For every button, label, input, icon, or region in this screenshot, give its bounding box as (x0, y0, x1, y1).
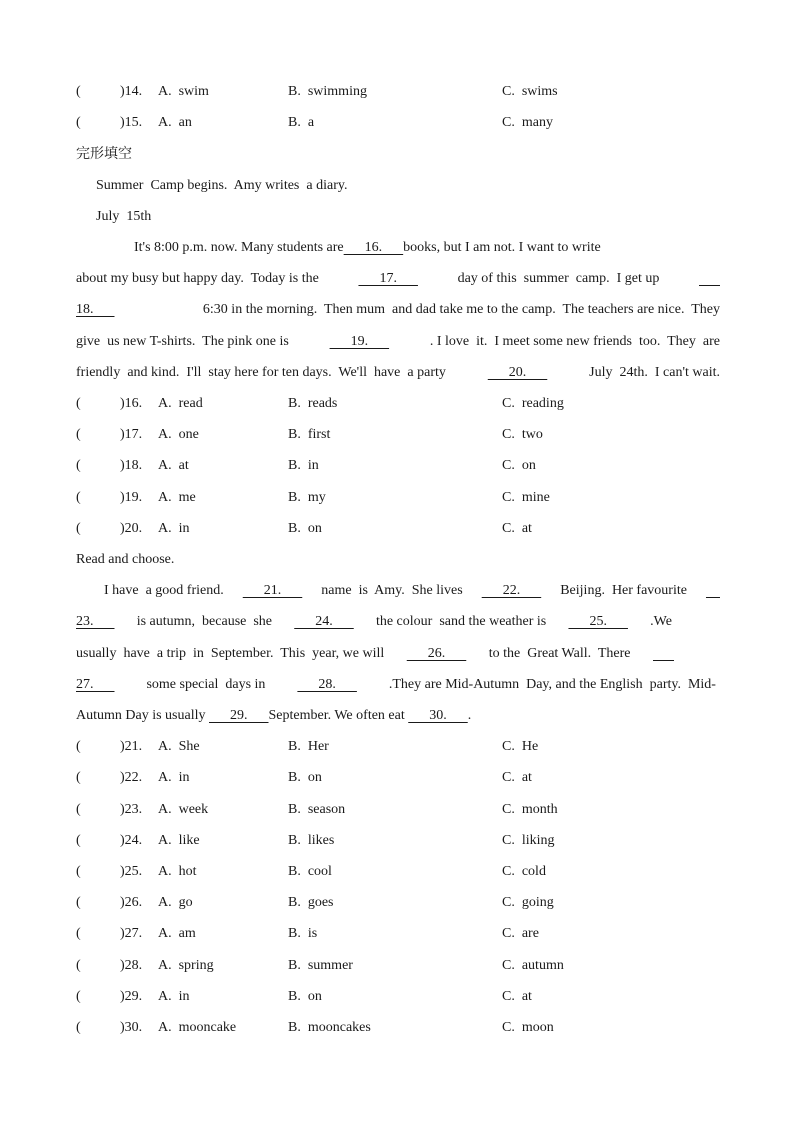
option-a: A. spring (158, 958, 214, 973)
question-number: )26. (120, 895, 143, 910)
passage2-line-4: 27. some special days in 28. .They are Mid-Autumn Day, and the English party. Mid- (76, 675, 716, 695)
question-number: )20. (120, 521, 143, 536)
question-number: )21. (120, 739, 143, 754)
option-b: B. in (288, 458, 319, 473)
answer-bracket[interactable]: ( (76, 490, 81, 505)
blank-27[interactable]: 27. (76, 677, 115, 692)
option-a: A. me (158, 490, 196, 505)
blank-19[interactable]: 19. (329, 334, 390, 349)
section-title-read-and-choose: Read and choose. (76, 552, 175, 567)
answer-bracket[interactable]: ( (76, 396, 81, 411)
answer-bracket[interactable]: ( (76, 115, 81, 130)
option-b: B. reads (288, 396, 338, 411)
passage2-line-2: 23. is autumn, because she 24. the colour sand the weather is 25. .We (76, 612, 672, 632)
passage2-line-5: Autumn Day is usually 29. September. We often eat 30. . (76, 708, 472, 723)
blank-23-start[interactable] (706, 581, 720, 601)
blank-17[interactable]: 17. (358, 271, 418, 286)
option-a: A. hot (158, 864, 197, 879)
answer-bracket[interactable]: ( (76, 739, 81, 754)
option-b: B. on (288, 521, 322, 536)
blank-29[interactable]: 29. (209, 708, 269, 723)
option-c: C. liking (502, 833, 555, 848)
option-a: A. like (158, 833, 200, 848)
blank-16[interactable]: 16. (343, 240, 404, 255)
option-c: C. at (502, 989, 532, 1004)
passage-line-5: friendly and kind. I'll stay here for ten days. We'll have a party 20. July 24th. I can't wait. (76, 363, 720, 383)
option-c: C. going (502, 895, 554, 910)
option-c: C. at (502, 770, 532, 785)
passage-date: July 15th (96, 209, 152, 224)
option-b: B. swimming (288, 84, 367, 99)
question-number: )27. (120, 926, 143, 941)
question-number: )22. (120, 770, 143, 785)
answer-bracket[interactable]: ( (76, 989, 81, 1004)
option-b: B. cool (288, 864, 332, 879)
option-c: C. moon (502, 1020, 554, 1035)
option-a: A. in (158, 989, 190, 1004)
option-c: C. cold (502, 864, 546, 879)
blank-26[interactable]: 26. (406, 646, 467, 661)
question-number: )30. (120, 1020, 143, 1035)
blank-28[interactable]: 28. (297, 677, 357, 692)
option-b: B. on (288, 989, 322, 1004)
option-b: B. my (288, 490, 326, 505)
option-b: B. season (288, 802, 346, 817)
blank-27-start[interactable] (653, 644, 674, 664)
blank-18-start[interactable] (699, 269, 720, 289)
option-a: A. am (158, 926, 196, 941)
option-c: C. many (502, 115, 553, 130)
passage-line-2: about my busy but happy day. Today is the 17. day of this summer camp. I get up (76, 269, 720, 289)
option-c: C. He (502, 739, 539, 754)
section-title-cloze: 完形填空 (76, 146, 132, 162)
passage-line-1: It's 8:00 p.m. now. Many students are 16. books, but I am not. I want to write (134, 240, 601, 255)
option-b: B. summer (288, 958, 353, 973)
blank-25[interactable]: 25. (568, 614, 628, 629)
answer-bracket[interactable]: ( (76, 958, 81, 973)
option-b: B. likes (288, 833, 335, 848)
option-c: C. reading (502, 396, 564, 411)
blank-23[interactable]: 23. (76, 614, 115, 629)
option-a: A. in (158, 521, 190, 536)
answer-bracket[interactable]: ( (76, 458, 81, 473)
option-c: C. on (502, 458, 536, 473)
option-b: B. goes (288, 895, 334, 910)
question-number: )16. (120, 396, 143, 411)
option-b: B. a (288, 115, 315, 130)
option-c: C. two (502, 427, 543, 442)
option-b: B. Her (288, 739, 329, 754)
option-b: B. first (288, 427, 331, 442)
option-c: C. mine (502, 490, 550, 505)
option-a: A. She (158, 739, 200, 754)
option-a: A. read (158, 396, 203, 411)
option-c: C. at (502, 521, 532, 536)
answer-bracket[interactable]: ( (76, 926, 81, 941)
question-number: )24. (120, 833, 143, 848)
answer-bracket[interactable]: ( (76, 84, 81, 99)
option-c: C. month (502, 802, 558, 817)
question-number: )28. (120, 958, 143, 973)
option-a: A. in (158, 770, 190, 785)
passage-intro: Summer Camp begins. Amy writes a diary. (96, 178, 348, 193)
option-a: A. one (158, 427, 199, 442)
option-b: B. is (288, 926, 318, 941)
question-number: )18. (120, 458, 143, 473)
answer-bracket[interactable]: ( (76, 1020, 81, 1035)
option-a: A. swim (158, 84, 209, 99)
question-number: )17. (120, 427, 143, 442)
answer-bracket[interactable]: ( (76, 833, 81, 848)
blank-21[interactable]: 21. (242, 583, 303, 598)
passage2-line-3: usually have a trip in September. This year, we will 26. to the Great Wall. There (76, 644, 674, 664)
blank-18[interactable]: 18. (76, 302, 115, 317)
answer-bracket[interactable]: ( (76, 521, 81, 536)
question-number: )25. (120, 864, 143, 879)
option-c: C. swims (502, 84, 558, 99)
option-a: A. an (158, 115, 192, 130)
option-c: C. autumn (502, 958, 564, 973)
passage2-line-1: I have a good friend. 21. name is Amy. She lives 22. Beijing. Her favourite (104, 581, 720, 601)
blank-24[interactable]: 24. (294, 614, 354, 629)
question-number: )23. (120, 802, 143, 817)
blank-22[interactable]: 22. (481, 583, 542, 598)
passage-line-4: give us new T-shirts. The pink one is 19. . I love it. I meet some new friends too. They are (76, 332, 720, 352)
passage-line-3: 18. 6:30 in the morning. Then mum and dad take me to the camp. The teachers are nice. They (76, 300, 720, 320)
option-b: B. mooncakes (288, 1020, 371, 1035)
question-number: )14. (120, 84, 143, 99)
option-a: A. go (158, 895, 193, 910)
answer-bracket[interactable]: ( (76, 802, 81, 817)
answer-bracket[interactable]: ( (76, 895, 81, 910)
answer-bracket[interactable]: ( (76, 770, 81, 785)
question-number: )15. (120, 115, 143, 130)
question-number: )19. (120, 490, 143, 505)
blank-30[interactable]: 30. (408, 708, 468, 723)
answer-bracket[interactable]: ( (76, 427, 81, 442)
blank-20[interactable]: 20. (487, 365, 548, 380)
option-c: C. are (502, 926, 539, 941)
option-b: B. on (288, 770, 322, 785)
option-a: A. week (158, 802, 209, 817)
question-number: )29. (120, 989, 143, 1004)
option-a: A. at (158, 458, 189, 473)
option-a: A. mooncake (158, 1020, 237, 1035)
answer-bracket[interactable]: ( (76, 864, 81, 879)
